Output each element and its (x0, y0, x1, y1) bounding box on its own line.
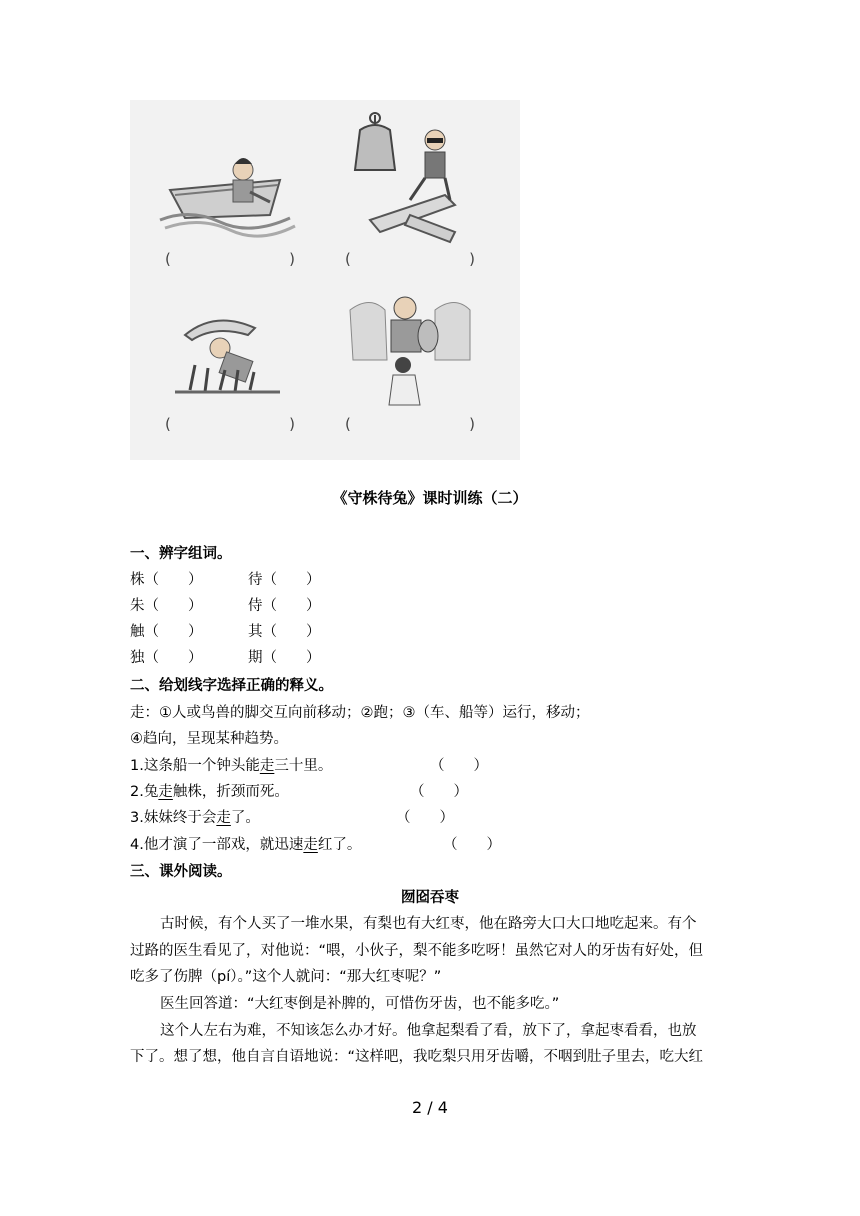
story-paragraph-3-line-1: 这个人左右为难，不知该怎么办才好。他拿起梨看了看，放下了，拿起枣看看，也放 (160, 1023, 697, 1039)
story-paragraph-3-line-2: 下了。想了想，他自言自语地说：“这样吧，我吃梨只用牙齿嚼，不咽到肚子里去，吃大红 (130, 1049, 704, 1065)
farmer-illustration (130, 280, 325, 460)
question-text: 触株，折颈而死。 (172, 784, 289, 800)
definition-line-2: ④趋向，呈现某种趋势。 (130, 731, 288, 747)
story-paragraph-2: 医生回答道：“大红枣倒是补脾的，可惜伤牙齿，也不能多吃。” (160, 996, 560, 1012)
close-paren: ) (469, 250, 475, 268)
section1-heading: 一、辨字组词。 (130, 546, 232, 562)
answer-blank-q4[interactable]: （ ） (443, 837, 501, 853)
soldier-picture (325, 280, 520, 460)
close-paren: ) (289, 250, 295, 268)
soldier-illustration (325, 280, 520, 460)
open-paren: ( (165, 415, 171, 433)
char-item[interactable]: 朱（ ） (130, 598, 203, 614)
question-3 (130, 806, 260, 827)
question-text: 1.这条船一个钟头能 (130, 758, 260, 774)
open-paren: ( (165, 250, 171, 268)
story-paragraph-1-line-3: 吃多了伤脾（pí）。”这个人就问：“那大红枣呢？” (130, 969, 442, 985)
answer-blank-q1[interactable]: （ ） (430, 758, 488, 774)
question-text: 红了。 (317, 837, 362, 853)
char-row-3 (130, 620, 321, 641)
answer-blank-q3[interactable]: （ ） (396, 810, 454, 826)
worksheet-title: 《守株待兔》课时训练（二） (332, 489, 528, 507)
char-item[interactable]: 触（ ） (130, 624, 203, 640)
char-item[interactable]: 期（ ） (248, 650, 321, 666)
story-paragraph-1-line-1: 古时候，有个人买了一堆水果，有梨也有大红枣，他在路旁大口大口地吃起来。有个 (160, 916, 697, 932)
boat-illustration (130, 100, 325, 280)
question-4 (130, 833, 361, 854)
question-text: 4.他才演了一部戏，就迅速 (130, 837, 304, 853)
underlined-char: 走 (303, 837, 318, 853)
story-title: 囫囵吞枣 (401, 890, 459, 906)
section3-heading: 三、课外阅读。 (130, 864, 232, 880)
char-item[interactable]: 株（ ） (130, 572, 203, 588)
story-paragraph-1-line-2: 过路的医生看见了，对他说：“喂，小伙子，梨不能多吃呀！虽然它对人的牙齿有好处，但 (130, 943, 704, 959)
answer-blank-3[interactable] (165, 415, 295, 433)
question-text: 2.兔 (130, 784, 159, 800)
char-row-4 (130, 646, 321, 667)
question-2 (130, 780, 289, 801)
char-row-1 (130, 568, 321, 589)
page-number: 2 / 4 (412, 1098, 448, 1117)
char-item[interactable]: 其（ ） (248, 624, 321, 640)
underlined-char: 走 (216, 810, 231, 826)
close-paren: ) (469, 415, 475, 433)
char-item[interactable]: 待（ ） (248, 572, 321, 588)
answer-blank-q2[interactable]: （ ） (410, 784, 468, 800)
farmer-picture (130, 280, 325, 460)
section2-heading: 二、给划线字选择正确的释义。 (130, 678, 333, 694)
question-text: 3.妹妹终于会 (130, 810, 217, 826)
answer-blank-2[interactable] (345, 250, 475, 268)
question-text: 三十里。 (274, 758, 333, 774)
question-text: 了。 (230, 810, 260, 826)
close-paren: ) (289, 415, 295, 433)
definition-line-1: 走：①人或鸟兽的脚交互向前移动；②跑；③（车、船等）运行，移动； (130, 705, 590, 721)
underlined-char: 走 (158, 784, 173, 800)
char-item[interactable]: 独（ ） (130, 650, 203, 666)
open-paren: ( (345, 415, 351, 433)
answer-blank-4[interactable] (345, 415, 475, 433)
bell-illustration (325, 100, 520, 280)
illustration-panel (130, 100, 520, 460)
question-1 (130, 754, 332, 775)
answer-blank-1[interactable] (165, 250, 295, 268)
char-row-2 (130, 594, 321, 615)
char-item[interactable]: 侍（ ） (248, 598, 321, 614)
underlined-char: 走 (259, 758, 275, 774)
open-paren: ( (345, 250, 351, 268)
